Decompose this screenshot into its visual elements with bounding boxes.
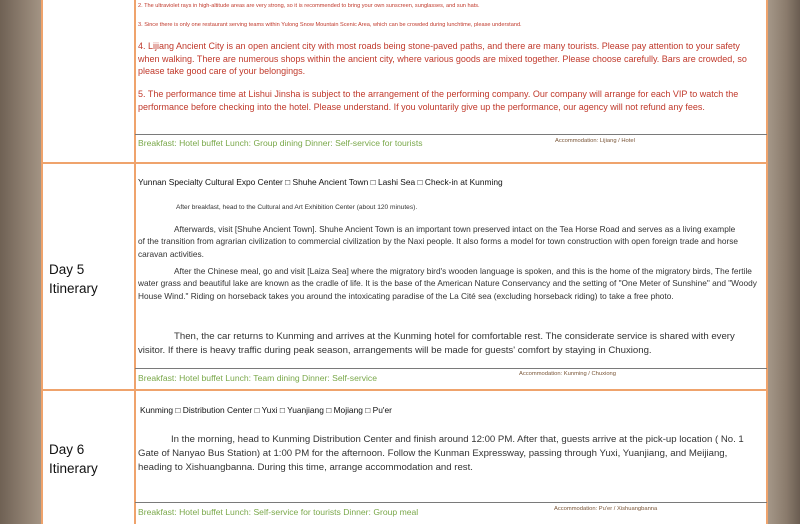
itinerary-page [41,0,768,524]
note-3: 3. Since there is only one restaurant serving teams within Yulong Snow Mountain Scenic Area, which can be crowded during lunchtime, please understand. [138,22,522,28]
table-border-left [41,0,43,524]
meals-top: Breakfast: Hotel buffet Lunch: Group dining Dinner: Self-service for tourists [138,138,423,148]
day5-paragraph-2: Afterwards, visit [Shuhe Ancient Town]. Shuhe Ancient Town is an important town preserved intact on the Tea Horse Road and serves as a living example of the transition from agrarian civilization to commercial civilization by the Naxi people. It also forms a model for town construction with open foreign trade and horse caravan activities. [138,224,738,259]
accommodation-top: Accommodation: Lijiang / Hotel [555,138,635,144]
day6-meals: Breakfast: Hotel buffet Lunch: Self-service for tourists Dinner: Group meal [138,507,419,517]
day5-paragraph-4: Then, the car returns to Kunming and arrives at the Kunming hotel for comfortable rest. The considerate service is shared with every visitor. If there is heavy traffic during peak season, arrangements will be made for guests' comfort by staying in Chuxiong. [138,331,735,356]
background-left [0,0,42,524]
meals-separator-top [135,134,767,135]
day5-paragraph-1: After breakfast, head to the Cultural and Art Exhibition Center (about 120 minutes). [176,204,418,211]
meals-separator-day6 [135,502,767,503]
note-2: 2. The ultraviolet rays in high-altitude areas are very strong, so it is recommended to bring your own sunscreen, sunglasses, and sun hats. [138,3,480,9]
row-divider-day5 [41,162,768,164]
note-4: 4. Lijiang Ancient City is an open ancient city with most roads being stone-paved paths, and there are many tourists. Please pay attention to your safety when walking. There are numerous shops within the ancient city, where various goods are mixed together. Please choose carefully. Bars are crowded, so please take good care of your belongings. [138,41,747,77]
day6-paragraph-1: In the morning, head to Kunming Distribution Center and finish around 12:00 PM. After that, guests arrive at the pick-up location ( No. 1 Gate of Nanyao Bus Station) at 1:00 PM for the afternoon. Follow the Kunman Expressway, passing through Yuxi, Yuanjiang, and Meijiang, heading to Xishuangbanna. During this time, arrange accommodation and rest. [138,434,744,473]
day6-accommodation: Accommodation: Pu'er / Xishuangbanna [554,506,658,512]
day6-route: Kunming □ Distribution Center □ Yuxi □ Yuanjiang □ Mojiang □ Pu'er [140,405,392,415]
day5-route: Yunnan Specialty Cultural Expo Center □ Shuhe Ancient Town □ Lashi Sea □ Check-in at Kunming [138,177,503,187]
note-5: 5. The performance time at Lishui Jinsha is subject to the arrangement of the performing company. Our company will arrange for each VIP to watch the performance before checking into the hotel. Please understand. If you voluntarily give up the performance, our agency will not refund any fees. [138,89,739,112]
table-border-right [766,0,768,524]
table-divider [134,0,136,524]
day6-label: Day 6 Itinerary [49,442,98,476]
day5-accommodation: Accommodation: Kunming / Chuxiong [519,371,616,377]
day5-label: Day 5 Itinerary [49,262,98,296]
meals-separator-day5 [135,368,767,369]
background-right [766,0,800,524]
day5-paragraph-3: After the Chinese meal, go and visit [Laiza Sea] where the migratory bird's wooden language is spoken, and this is the home of the migratory birds, The fertile water grass and beautiful lake are known as the cradle of life. It is the base of the American Nature Conservancy and the setting of "One Meter of Sunshine" and "Woody House Wind." Riding on horseback takes you around the intoxicating paradise of the La Cité sea (excluding horseback riding) to take a free photo. [138,266,757,301]
row-divider-day6 [41,389,768,391]
day5-meals: Breakfast: Hotel buffet Lunch: Team dining Dinner: Self-service [138,373,378,383]
